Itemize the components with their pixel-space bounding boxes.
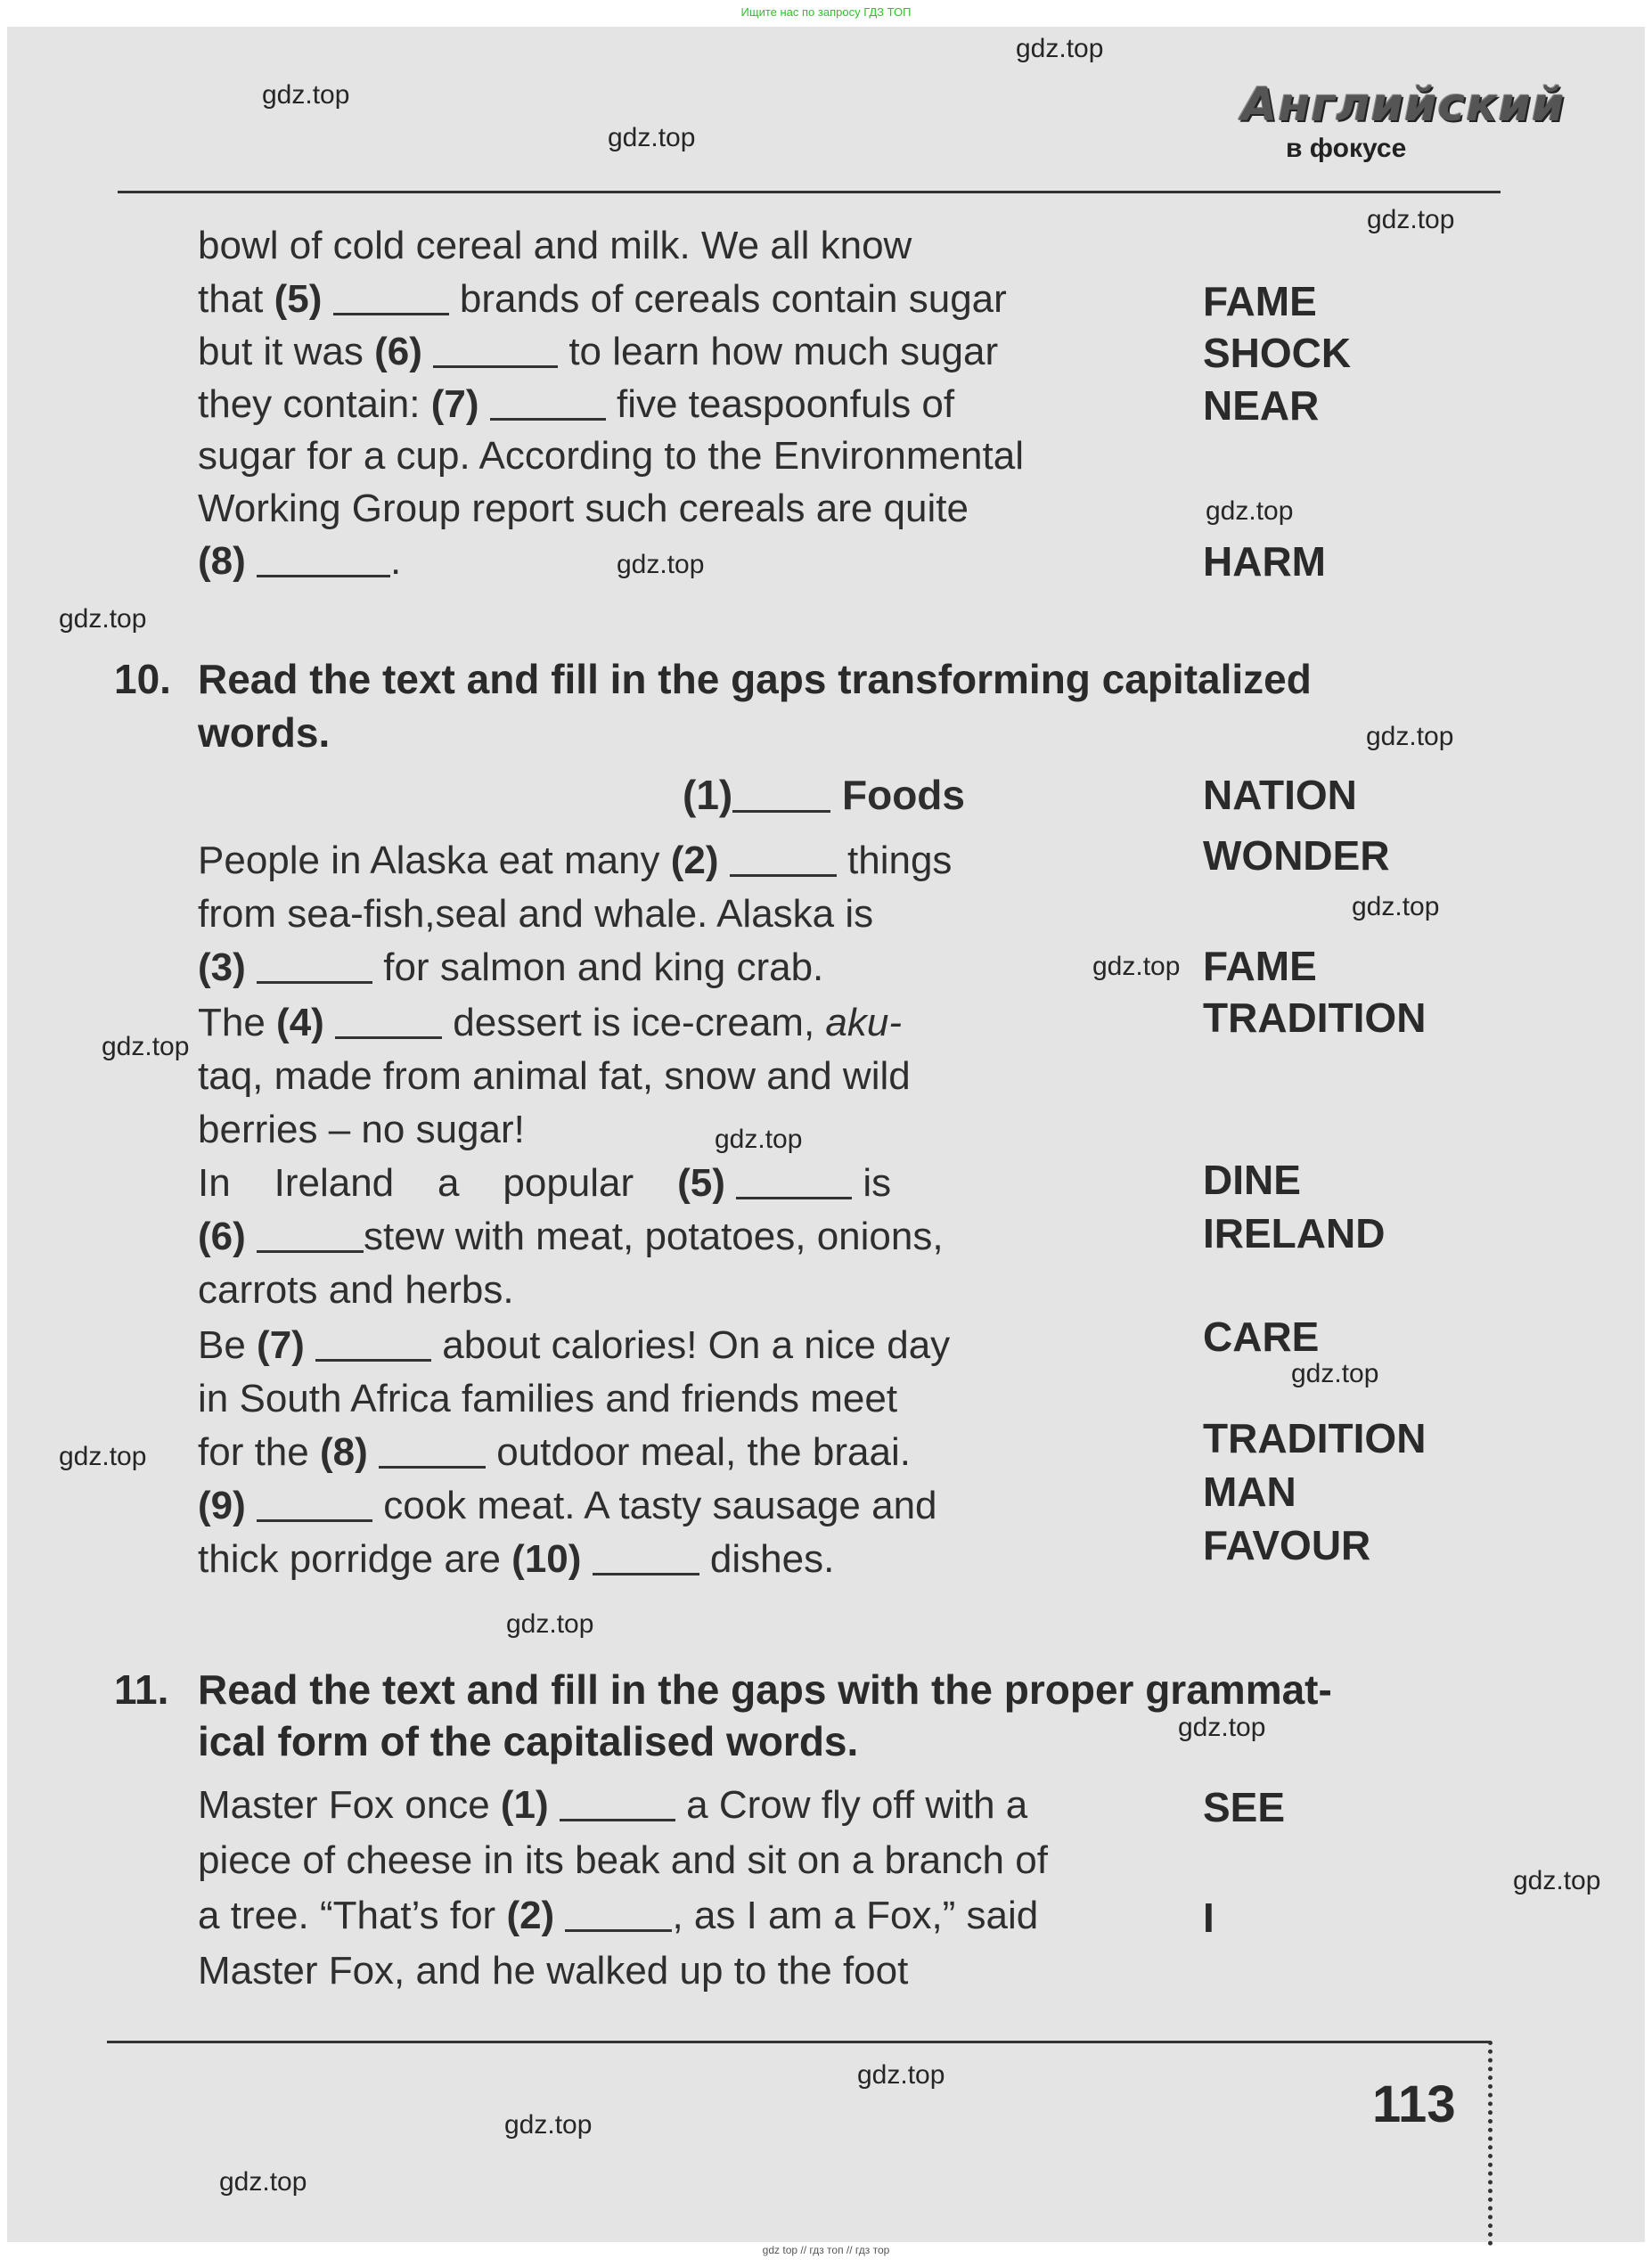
- answer-gap[interactable]: [593, 1541, 699, 1575]
- answer-gap[interactable]: [257, 949, 372, 984]
- keyword: IRELAND: [1203, 1210, 1386, 1256]
- page-edge-dots: [1488, 2041, 1497, 2246]
- text-line: People in Alaska eat many (2) things: [198, 839, 953, 882]
- top-note: Ищите нас по запросу ГДЗ ТОП: [740, 5, 912, 19]
- watermark: gdz.top: [1178, 1713, 1266, 1742]
- watermark: gdz.top: [1206, 496, 1294, 526]
- answer-gap[interactable]: [732, 778, 830, 813]
- watermark: gdz.top: [1352, 892, 1440, 921]
- text-line: berries – no sugar!: [198, 1108, 525, 1151]
- text-line: carrots and herbs.: [198, 1268, 514, 1312]
- keyword: SHOCK: [1203, 330, 1352, 376]
- text-line: in South Africa families and friends meet: [198, 1377, 898, 1420]
- watermark: gdz.top: [857, 2060, 945, 2090]
- text-line: Be (7) about calories! On a nice day: [198, 1323, 951, 1367]
- watermark: gdz.top: [59, 604, 147, 634]
- answer-gap[interactable]: [736, 1165, 852, 1199]
- text-line: they contain: (7) five teaspoonfuls of: [198, 382, 955, 426]
- text-line: for the (8) outdoor meal, the braai.: [198, 1430, 911, 1474]
- keyword: NEAR: [1203, 382, 1320, 429]
- answer-gap[interactable]: [257, 543, 390, 577]
- keyword: WONDER: [1203, 832, 1390, 879]
- watermark: gdz.top: [102, 1032, 190, 1061]
- keyword: TRADITION: [1203, 994, 1427, 1041]
- task-instruction: 11. Read the text and fill in the gaps with the proper grammat-: [114, 1666, 1332, 1713]
- text-line: sugar for a cup. According to the Environmental: [198, 434, 1024, 478]
- text-line: (3) for salmon and king crab.: [198, 945, 824, 989]
- text-line: In Ireland a popular (5) is: [198, 1161, 892, 1205]
- keyword: NATION: [1203, 772, 1357, 818]
- watermark: gdz.top: [262, 80, 350, 110]
- answer-gap[interactable]: [433, 333, 558, 368]
- keyword: FAME: [1203, 943, 1317, 989]
- watermark: gdz.top: [219, 2167, 307, 2197]
- logo: [1241, 78, 1566, 172]
- watermark: gdz.top: [1367, 205, 1455, 234]
- keyword: MAN: [1203, 1469, 1296, 1515]
- top-rule: [118, 191, 1501, 193]
- watermark: gdz.top: [504, 2110, 593, 2140]
- answer-gap[interactable]: [315, 1327, 431, 1362]
- task-instruction: 10. Read the text and fill in the gaps transforming capitalized: [114, 656, 1312, 702]
- text-line: Working Group report such cereals are quite: [198, 487, 969, 530]
- text-line: piece of cheese in its beak and sit on a branch of: [198, 1838, 1048, 1882]
- answer-gap[interactable]: [335, 1004, 442, 1039]
- answer-gap[interactable]: [730, 842, 837, 877]
- watermark: gdz.top: [608, 123, 696, 152]
- keyword: HARM: [1203, 538, 1326, 585]
- page-number: 113: [1372, 2075, 1456, 2133]
- task-instruction: ical form of the capitalised words.: [198, 1718, 859, 1764]
- text-line: bowl of cold cereal and milk. We all know: [198, 224, 912, 267]
- text-line: (6) stew with meat, potatoes, onions,: [198, 1215, 944, 1258]
- watermark: gdz.top: [1016, 34, 1104, 63]
- keyword: I: [1203, 1895, 1214, 1941]
- keyword: TRADITION: [1203, 1415, 1427, 1461]
- watermark: gdz.top: [715, 1125, 803, 1154]
- task-instruction: words.: [198, 709, 331, 756]
- answer-gap[interactable]: [490, 386, 606, 421]
- text-line: (9) cook meat. A tasty sausage and: [198, 1484, 937, 1527]
- watermark: gdz.top: [1291, 1359, 1379, 1388]
- watermark: gdz.top: [1366, 722, 1454, 751]
- keyword: FAME: [1203, 278, 1317, 324]
- answer-gap[interactable]: [379, 1434, 486, 1469]
- text-line: a tree. “That’s for (2) , as I am a Fox,” said: [198, 1894, 1039, 1937]
- text-line: Master Fox, and he walked up to the foot: [198, 1949, 909, 1993]
- text-line: (8) .: [198, 539, 402, 583]
- text-line: that (5) brands of cereals contain sugar: [198, 277, 1007, 321]
- watermark: gdz.top: [617, 550, 705, 579]
- answer-gap[interactable]: [257, 1487, 372, 1522]
- answer-gap[interactable]: [560, 1787, 675, 1821]
- answer-gap[interactable]: [257, 1218, 364, 1253]
- logo-subtitle: в фокусе: [1286, 134, 1407, 163]
- watermark: gdz.top: [1092, 952, 1181, 981]
- keyword: CARE: [1203, 1314, 1320, 1360]
- watermark: gdz.top: [1513, 1866, 1601, 1895]
- watermark: gdz.top: [506, 1609, 594, 1639]
- text-line: The (4) dessert is ice-cream, aku-: [198, 1001, 902, 1044]
- answer-gap[interactable]: [333, 281, 449, 315]
- logo-title: Английский: [1241, 78, 1566, 132]
- keyword: DINE: [1203, 1157, 1301, 1203]
- bottom-note: gdz top // гдз топ // гдз тор: [762, 2244, 890, 2256]
- text-line: thick porridge are (10) dishes.: [198, 1537, 835, 1581]
- text-line: from sea-fish,seal and whale. Alaska is: [198, 892, 874, 936]
- text-line: but it was (6) to learn how much sugar: [198, 330, 999, 373]
- keyword: SEE: [1203, 1784, 1286, 1830]
- text-line: Master Fox once (1) a Crow fly off with a: [198, 1783, 1028, 1827]
- bottom-rule: [107, 2041, 1490, 2043]
- watermark: gdz.top: [59, 1442, 147, 1471]
- text-line: taq, made from animal fat, snow and wild: [198, 1054, 911, 1098]
- keyword: FAVOUR: [1203, 1522, 1371, 1568]
- text-heading: (1) Foods: [683, 772, 965, 818]
- answer-gap[interactable]: [565, 1897, 672, 1932]
